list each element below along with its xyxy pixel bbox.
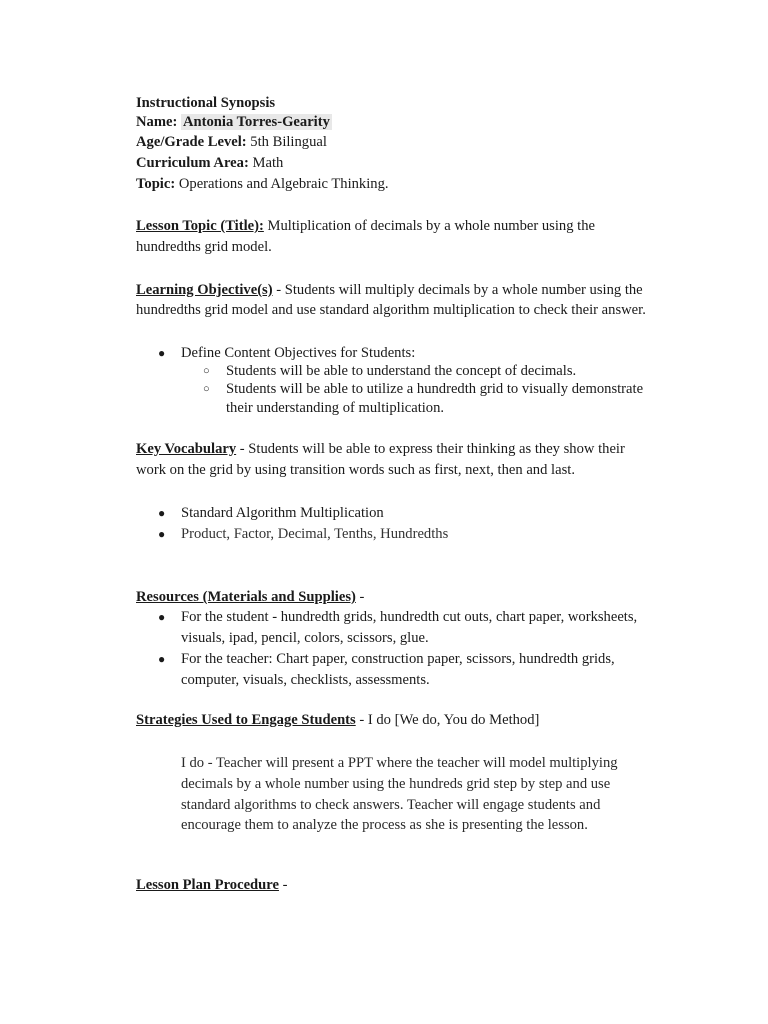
list-item [0, 524, 768, 544]
learning-objective-line1 [136, 280, 643, 300]
grade-label: Age/Grade Level: [136, 134, 247, 150]
document-title: Instructional Synopsis [136, 95, 276, 111]
lesson-topic-label: Lesson Topic (Title): [136, 218, 264, 234]
procedure-heading [136, 875, 287, 895]
sub-objective-2-cont: their understanding of multiplication. [226, 400, 445, 416]
content-objectives-bullet: Define Content Objectives for Students: [181, 345, 416, 361]
strategies-paragraph-line4: encourage them to analyze the process as she is presenting the lesson. [181, 817, 588, 833]
learning-objective-line2: hundredths grid model and use standard algorithm multiplication to check their answer. [136, 302, 646, 318]
curriculum-label: Curriculum Area: [136, 155, 249, 171]
topic-value: Operations and Algebraic Thinking. [178, 176, 389, 192]
key-vocabulary-line1 [136, 439, 625, 459]
list-item [0, 343, 768, 363]
list-item [0, 503, 768, 523]
list-item [0, 379, 768, 399]
key-vocabulary-line2: work on the grid by using transition words such as first, next, then and last. [136, 462, 575, 478]
list-item [0, 649, 768, 669]
curriculum-value: Math [252, 155, 284, 171]
list-item [0, 607, 768, 627]
name-row [136, 112, 332, 132]
strategies-paragraph-line2: decimals by a whole number using the hundreds grid step by step and use [181, 776, 611, 792]
sub-objective-2: Students will be able to utilize a hundredth grid to visually demonstrate [226, 381, 644, 397]
strategies-label: Strategies Used to Engage Students [136, 712, 356, 728]
grade-row [136, 132, 327, 152]
strategies-paragraph-line3: standard algorithms to check answers. Teacher will engage students and [181, 797, 601, 813]
procedure-label: Lesson Plan Procedure [136, 877, 279, 893]
name-label: Name: [136, 114, 178, 130]
topic-row [136, 174, 389, 194]
resources-suffix: - [355, 589, 365, 605]
student-resources: For the student - hundredth grids, hundredth cut outs, chart paper, worksheets, [181, 609, 638, 625]
learning-objective-label: Learning Objective(s) [136, 282, 273, 298]
circle-bullet-icon: ○ [203, 365, 210, 377]
grade-value: 5th Bilingual [250, 134, 327, 150]
lesson-topic-text: Multiplication of decimals by a whole number using the [263, 218, 595, 234]
vocab-item: Standard Algorithm Multiplication [181, 505, 384, 521]
learning-objective-text: - Students will multiply decimals by a whole number using the [272, 282, 643, 298]
teacher-resources-cont: computer, visuals, checklists, assessments. [181, 672, 430, 688]
lesson-topic-line1 [136, 216, 595, 236]
bullet-icon: ● [158, 506, 166, 520]
teacher-resources: For the teacher: Chart paper, construction paper, scissors, hundredth grids, [181, 651, 615, 667]
topic-label: Topic: [136, 176, 176, 192]
vocab-item: Product, Factor, Decimal, Tenths, Hundredths [181, 526, 449, 542]
procedure-suffix: - [278, 877, 288, 893]
list-item-continuation [0, 628, 768, 648]
bullet-icon: ● [158, 346, 166, 360]
student-resources-cont: visuals, ipad, pencil, colors, scissors, glue. [181, 630, 429, 646]
list-item-continuation [0, 398, 768, 418]
bullet-icon: ● [158, 610, 166, 624]
list-item-continuation [0, 670, 768, 690]
strategies-paragraph-line1: I do - Teacher will present a PPT where the teacher will model multiplying [181, 755, 618, 771]
strategies-heading [136, 710, 539, 730]
bullet-icon: ● [158, 527, 166, 541]
sub-objective-1: Students will be able to understand the concept of decimals. [226, 363, 577, 379]
resources-label: Resources (Materials and Supplies) [136, 589, 356, 605]
curriculum-row [136, 153, 283, 173]
circle-bullet-icon: ○ [203, 383, 210, 395]
key-vocabulary-text: - Students will be able to express their thinking as they show their [236, 441, 625, 457]
lesson-topic-line2: hundredths grid model. [136, 239, 272, 255]
name-value: Antonia Torres-Gearity [183, 114, 330, 130]
strategies-suffix: - I do [We do, You do Method] [355, 712, 540, 728]
resources-heading [136, 587, 364, 607]
bullet-icon: ● [158, 652, 166, 666]
key-vocabulary-label: Key Vocabulary [136, 441, 237, 457]
list-item [0, 361, 768, 381]
